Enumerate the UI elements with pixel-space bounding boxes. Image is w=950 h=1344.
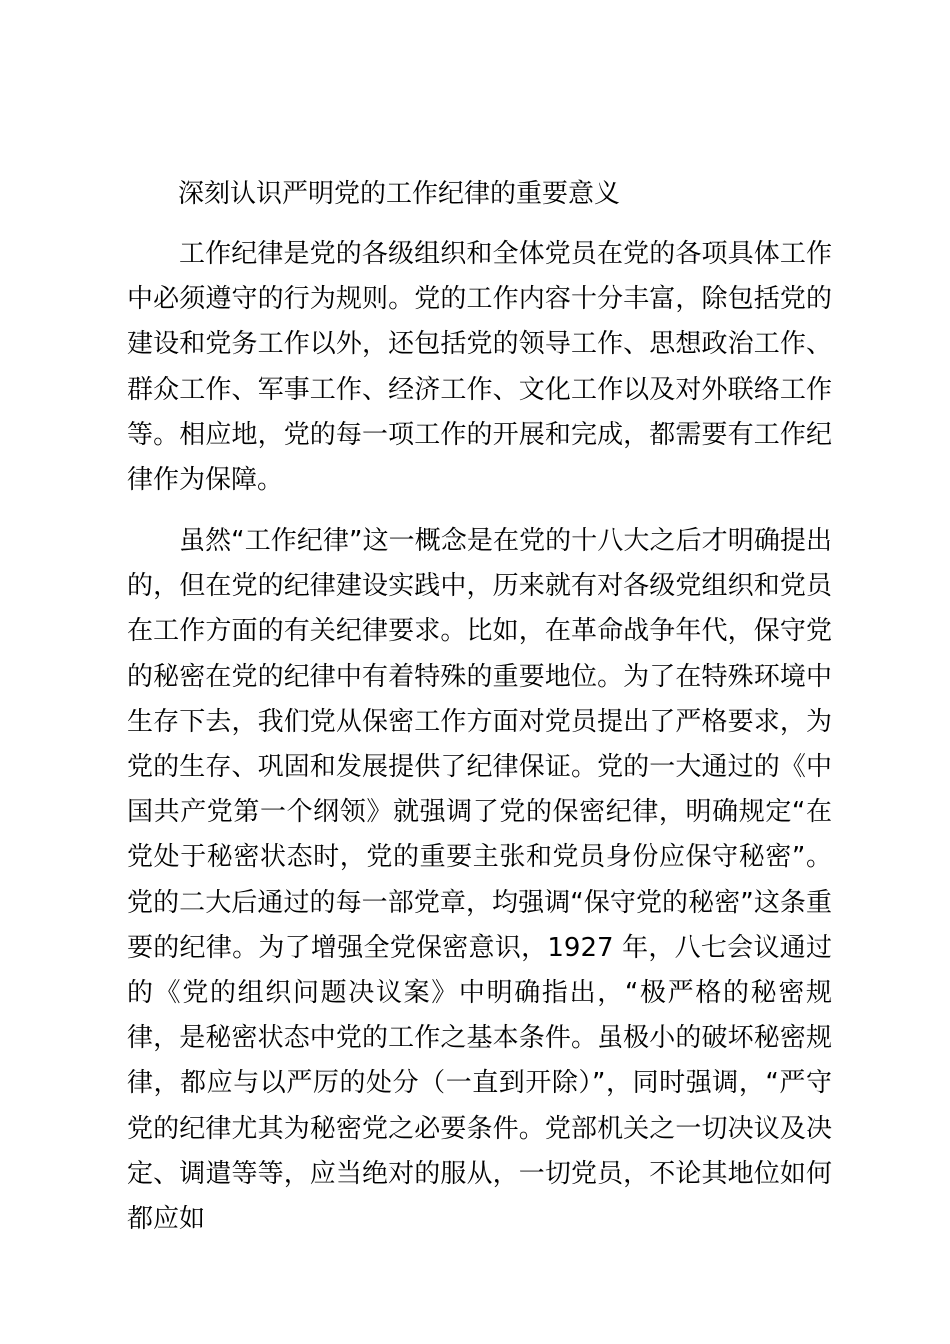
body-paragraph-2: 虽然“工作纪律”这一概念是在党的十八大之后才明确提出的，但在党的纪律建设实践中，历来就有对各级党组织和党员在工作方面的有关纪律要求。比如，在革命战争年代，保守党的秘密在党的纪律中有着特殊的重要地位。为了在特殊环境中生存下去，我们党从保密工作方面对党员提出了严格要求，为党的生存、巩固和发展提供了纪律保证。党的一大通过的《中国共产党第一个纲领》就强调了党的保密纪律，明确规定“在党处于秘密状态时，党的重要主张和党员身份应保守秘密”。党的二大后通过的每一部党章，均强调“保守党的秘密”这条重要的纪律。为了增强全党保密意识，1927 年，八七会议通过的《党的组织问题决议案》中明确指出，“极严格的秘密规律，是秘密状态中党的工作之基本条件。虽极小的破坏秘密规律，都应与以严厉的处分（一直到开除）”，同时强调，“严守党的纪律尤其为秘密党之必要条件。党部机关之一切决议及决定、调遣等等，应当绝对的服从，一切党员，不论其地位如何都应如 [127,526,832,1235]
document-title: 深刻认识严明党的工作纪律的重要意义 [178,179,621,209]
body-paragraph-1: 工作纪律是党的各级组织和全体党员在党的各项具体工作中必须遵守的行为规则。党的工作内容十分丰富，除包括党的建设和党务工作以外，还包括党的领导工作、思想政治工作、群众工作、军事工作、经济工作、文化工作以及对外联络工作等。相应地，党的每一项工作的开展和完成，都需要有工作纪律作为保障。 [127,239,832,496]
